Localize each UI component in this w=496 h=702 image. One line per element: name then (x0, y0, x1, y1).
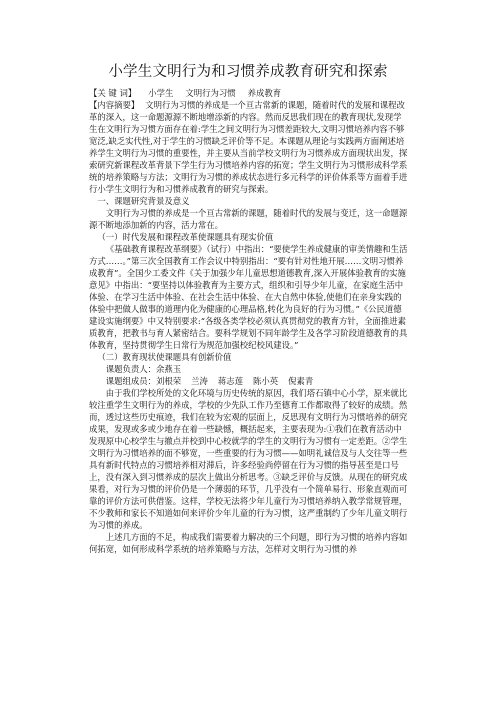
project-members-line (89, 375, 409, 387)
project-leader-line (89, 363, 409, 375)
subsection-heading: （一）时代发展和课程改革使课题具有现实价值 (97, 232, 274, 242)
member-name: 蒋志莲 (217, 376, 244, 386)
member-name: 陈小英 (253, 376, 279, 386)
section-intro: 文明行为习惯的养成是一个亘古常新的课题，随着时代的发展与变迁，这一命题源源不断地添加新的内容，活力常在。 (89, 208, 408, 230)
members-label: 课题组成员： (105, 376, 157, 386)
keywords-line (89, 87, 409, 99)
member-name: 兰涛 (191, 376, 208, 386)
body-paragraph: 《基础教育课程改革纲要》（试行）中指出：“要使学生养成健康的审美情趣和生活方式……。”第三次全国教育工作会议中特别指出：“要有针对性地开展……文明习惯养成教育”。全国少工委文件《关于加强少年儿童思想道德教育,深入开展体验教育的实施意见》中指出：“要坚持以体验教育为主要方式，组织和引导少年儿童，在家庭生活中体验、在学习生活中体验、在社会生活中体验、在大自然中体验,使他们在亲身实践的体验中把做人做事的道理内化为健康的心理品格,转化为良好的行为习惯。”《公民道德建设实施纲要》中又特别要求:“各级各类学校必须认真贯彻党的教育方针，全面推进素质教育，把教书与育人紧密结合。要科学规划不同年龄学生及各学习阶段道德教育的具体教育，坚持贯彻学生日常行为规范加强校纪校风建设。” (89, 244, 408, 350)
keywords-label: 【关 键 词】 (89, 88, 137, 98)
abstract-paragraph (89, 99, 409, 195)
keyword-item: 文明行为习惯 (185, 88, 236, 98)
keyword-item: 小学生 (148, 88, 174, 98)
body-paragraph: 上述几方面的不足，构成我们需要着力解决的三个问题，即行为习惯的培养内容如何拓宽，如何形成科学系统的培养策略与方法，怎样对文明行为习惯的养 (89, 532, 408, 554)
subsection-heading: （二）教育现状使课题具有创新价值 (97, 352, 232, 362)
document-body (89, 87, 409, 555)
leader-name: 余燕玉 (156, 364, 182, 374)
body-paragraph: 由于我们学校所处的文化环境与历史传统的原因，我们塔石镇中心小学，原来就比较注重学生文明行为的养成，学校的少先队工作乃至德育工作都取得了较好的成绩。然而，透过这些历史痕迹，我们在较为宏观的层面上，反思现有文明行为习惯培养的研究成果，发现或多或少地存在着一些缺憾，概括起来，主要表现为:①我们在教育活动中发现原中心校学生与撤点并校到中心校就学的学生的文明行为习惯有一定差距。②学生文明行为习惯培养的面不够宽，一些重要的行为习惯——如明礼诚信及与人交往等一些具有新时代特点的习惯培养相对滞后，许多经验尚停留在行为习惯的指导甚至是口号上，没有深入到习惯养成的层次上做出分析思考。③缺乏评价与反馈。从现在的研究成果看，对行为习惯的评价仍是一个薄弱的环节，几乎没有一个简单易行、形象直观而可靠的评价方法可供借鉴。这样，学校无法将少年儿童行为习惯培养纳入教学常规管理，不少教师和家长不知道如何来评价少年儿童的行为习惯，这严重制约了少年儿童文明行为习惯的养成。 (89, 388, 408, 530)
keyword-item: 养成教育 (247, 88, 282, 98)
abstract-text: 文明行为习惯的养成是一个亘古常新的课题，随着时代的发展和课程改革的深入，这一命题源源不断地增添新的内容。然而反思我们现在的教育现状,发现学生在文明行为习惯方面存在着:学生之间文明行为习惯差距较大,文明习惯培养内容不够宽泛,缺乏实代性,对于学生的习惯缺乏评价等不足。本课题从理论与实践两方面阐述培养学生文明行为习惯的重要性，并主要从当前学校文明行为习惯养成方面现状出发，探索研究新课程改革背景下学生行为习惯培养内容的拓宽；学生文明行为习惯形成科学系统的培养策略与方法；文明行为习惯的养成状态进行多元科学的评价体系等方面着手进行小学生文明行为和习惯养成教育的研究与探索。 (89, 100, 408, 194)
leader-label: 课题负责人： (105, 364, 157, 374)
page-title: 小学生文明行为和习惯养成教育研究和探索 (108, 64, 388, 80)
abstract-label: 【内容摘要】 (89, 100, 140, 110)
member-name: 倪素青 (288, 376, 314, 386)
section-heading: 一、课题研究背景及意义 (97, 196, 190, 206)
member-name: 刘根荣 (156, 376, 182, 386)
